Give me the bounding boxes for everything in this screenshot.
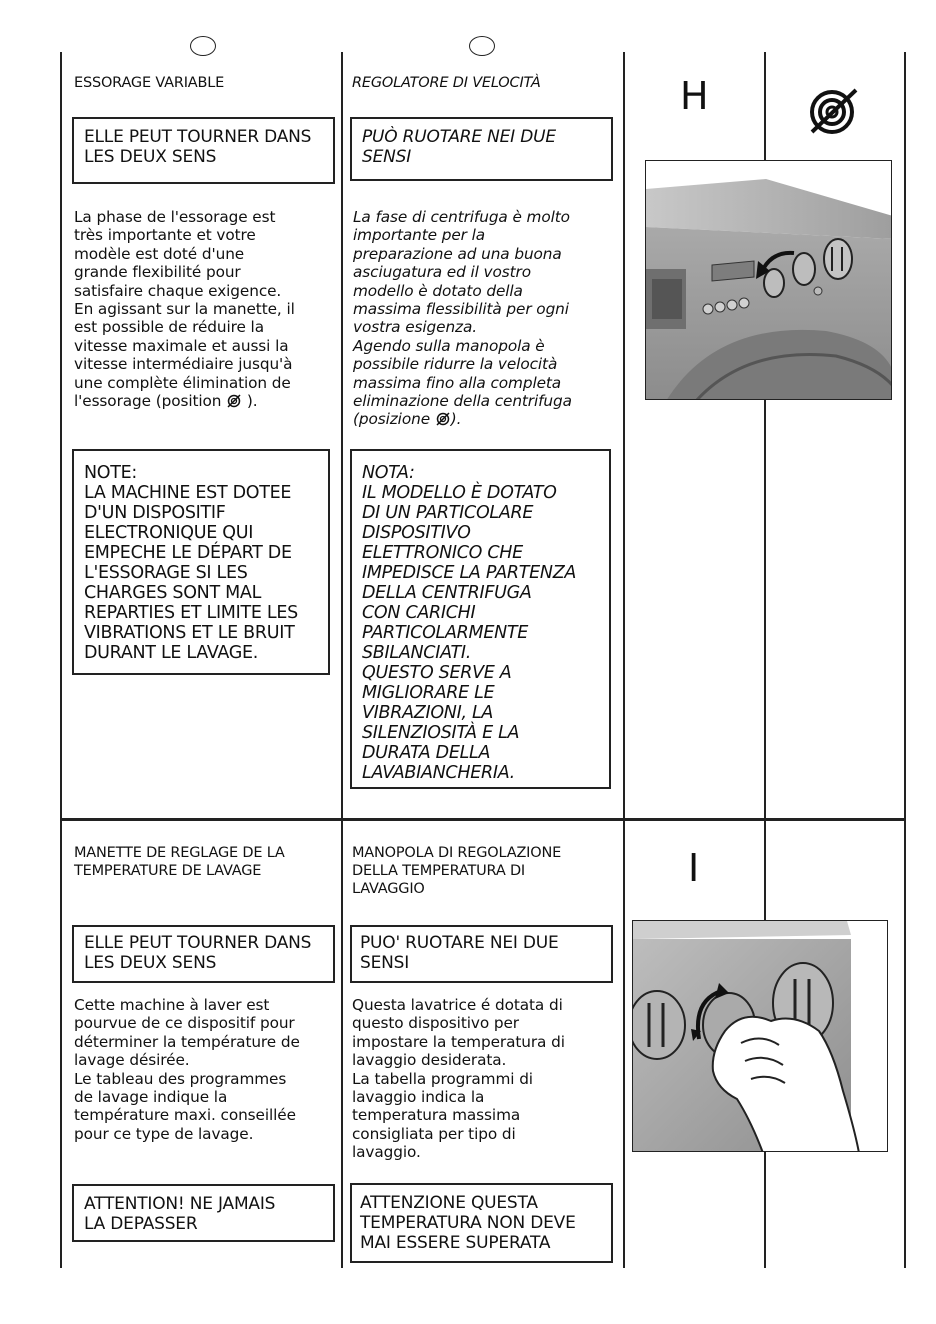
warning-box-fr-i: ATTENTION! NE JAMAIS LA DEPASSER (72, 1184, 335, 1242)
warning-box-it-i: ATTENZIONE QUESTA TEMPERATURA NON DEVE MAI ESSERE SUPERATA (350, 1183, 613, 1263)
body-fr-h-end: ). (242, 392, 258, 411)
body-fr-h-text: La phase de l'essorage est très importante et votre modèle est doté d'une grande flexibilité pour satisfaire chaque exigence. En agissant sur la manette, il est possible de réduire la vitesse maximale et aussi la vitesse intermédiaire jusqu'à une complète élimination de l'essorage (position (74, 208, 295, 411)
section-divider (60, 818, 906, 821)
section-label-h: H (680, 74, 709, 118)
body-it-h-text: La fase di centrifuga è molto importante per la preparazione ad una buona asciugatura ed il vostro modello è dotato della massima flessibilità per ogni vostra esigenza. Agendo sulla manopola è possibile ridurre la velocità massima fino alla completa eliminazione della centrifuga (posizione (353, 208, 572, 429)
rotation-box-it-h: PUÒ RUOTARE NEI DUE SENSI (350, 117, 613, 181)
heading-it-i: MANOPOLA DI REGOLAZIONE DELLA TEMPERATURA DI LAVAGGIO (352, 845, 562, 897)
rotation-box-it-i: PUO' RUOTARE NEI DUE SENSI (350, 925, 613, 983)
body-it-h (353, 208, 615, 429)
rotation-box-fr-i: ELLE PEUT TOURNER DANS LES DEUX SENS (72, 925, 335, 983)
column-divider-1 (60, 52, 62, 1268)
language-marker-it (469, 36, 495, 56)
body-fr-i: Cette machine à laver est pourvue de ce dispositif pour déterminer la température de lavage désirée. Le tableau des programmes de lavage indique la température maxi. conseillée pour ce type de lavage. (74, 996, 300, 1143)
no-spin-icon (226, 394, 242, 408)
heading-fr-h: ESSORAGE VARIABLE (74, 75, 225, 91)
body-it-i: Questa lavatrice é dotata di questo dispositivo per impostare la temperatura di lavaggio desiderata. La tabella programmi di lavaggio indica la temperatura massima consigliata per tipo di lavaggio. (352, 996, 565, 1162)
column-divider-3 (623, 52, 625, 1268)
heading-it-h: REGOLATORE DI VELOCITÀ (352, 75, 541, 91)
no-spin-icon (806, 86, 860, 136)
language-marker-fr (190, 36, 216, 56)
body-fr-h (74, 208, 336, 410)
note-box-it-h: NOTA: IL MODELLO È DOTATO DI UN PARTICOLARE DISPOSITIVO ELETTRONICO CHE IMPEDISCE LA PARTENZA DELLA CENTRIFUGA CON CARICHI PARTICOLARMENTE SBILANCIATI. QUESTO SERVE A MIGLIORARE LE VIBRAZIONI, LA SILENZIOSITÀ E LA DURATA DELLA LAVABIANCHERIA. (350, 449, 611, 789)
note-box-fr-h: NOTE: LA MACHINE EST DOTEE D'UN DISPOSITIF ELECTRONIQUE QUI EMPECHE LE DÉPART DE L'ESSORAGE SI LES CHARGES SONT MAL REPARTIES ET LIMITE LES VIBRATIONS ET LE BRUIT DURANT LE LAVAGE. (72, 449, 330, 675)
spin-knob-photo (645, 160, 892, 400)
no-spin-icon (435, 412, 451, 426)
temperature-knob-photo (632, 920, 888, 1152)
column-divider-5 (904, 52, 906, 1268)
column-divider-2 (341, 52, 343, 1268)
body-it-h-end: ). (450, 410, 462, 429)
rotation-box-fr-h: ELLE PEUT TOURNER DANS LES DEUX SENS (72, 117, 335, 184)
heading-fr-i: MANETTE DE REGLAGE DE LA TEMPERATURE DE LAVAGE (74, 845, 285, 879)
section-label-i: I (688, 846, 700, 890)
